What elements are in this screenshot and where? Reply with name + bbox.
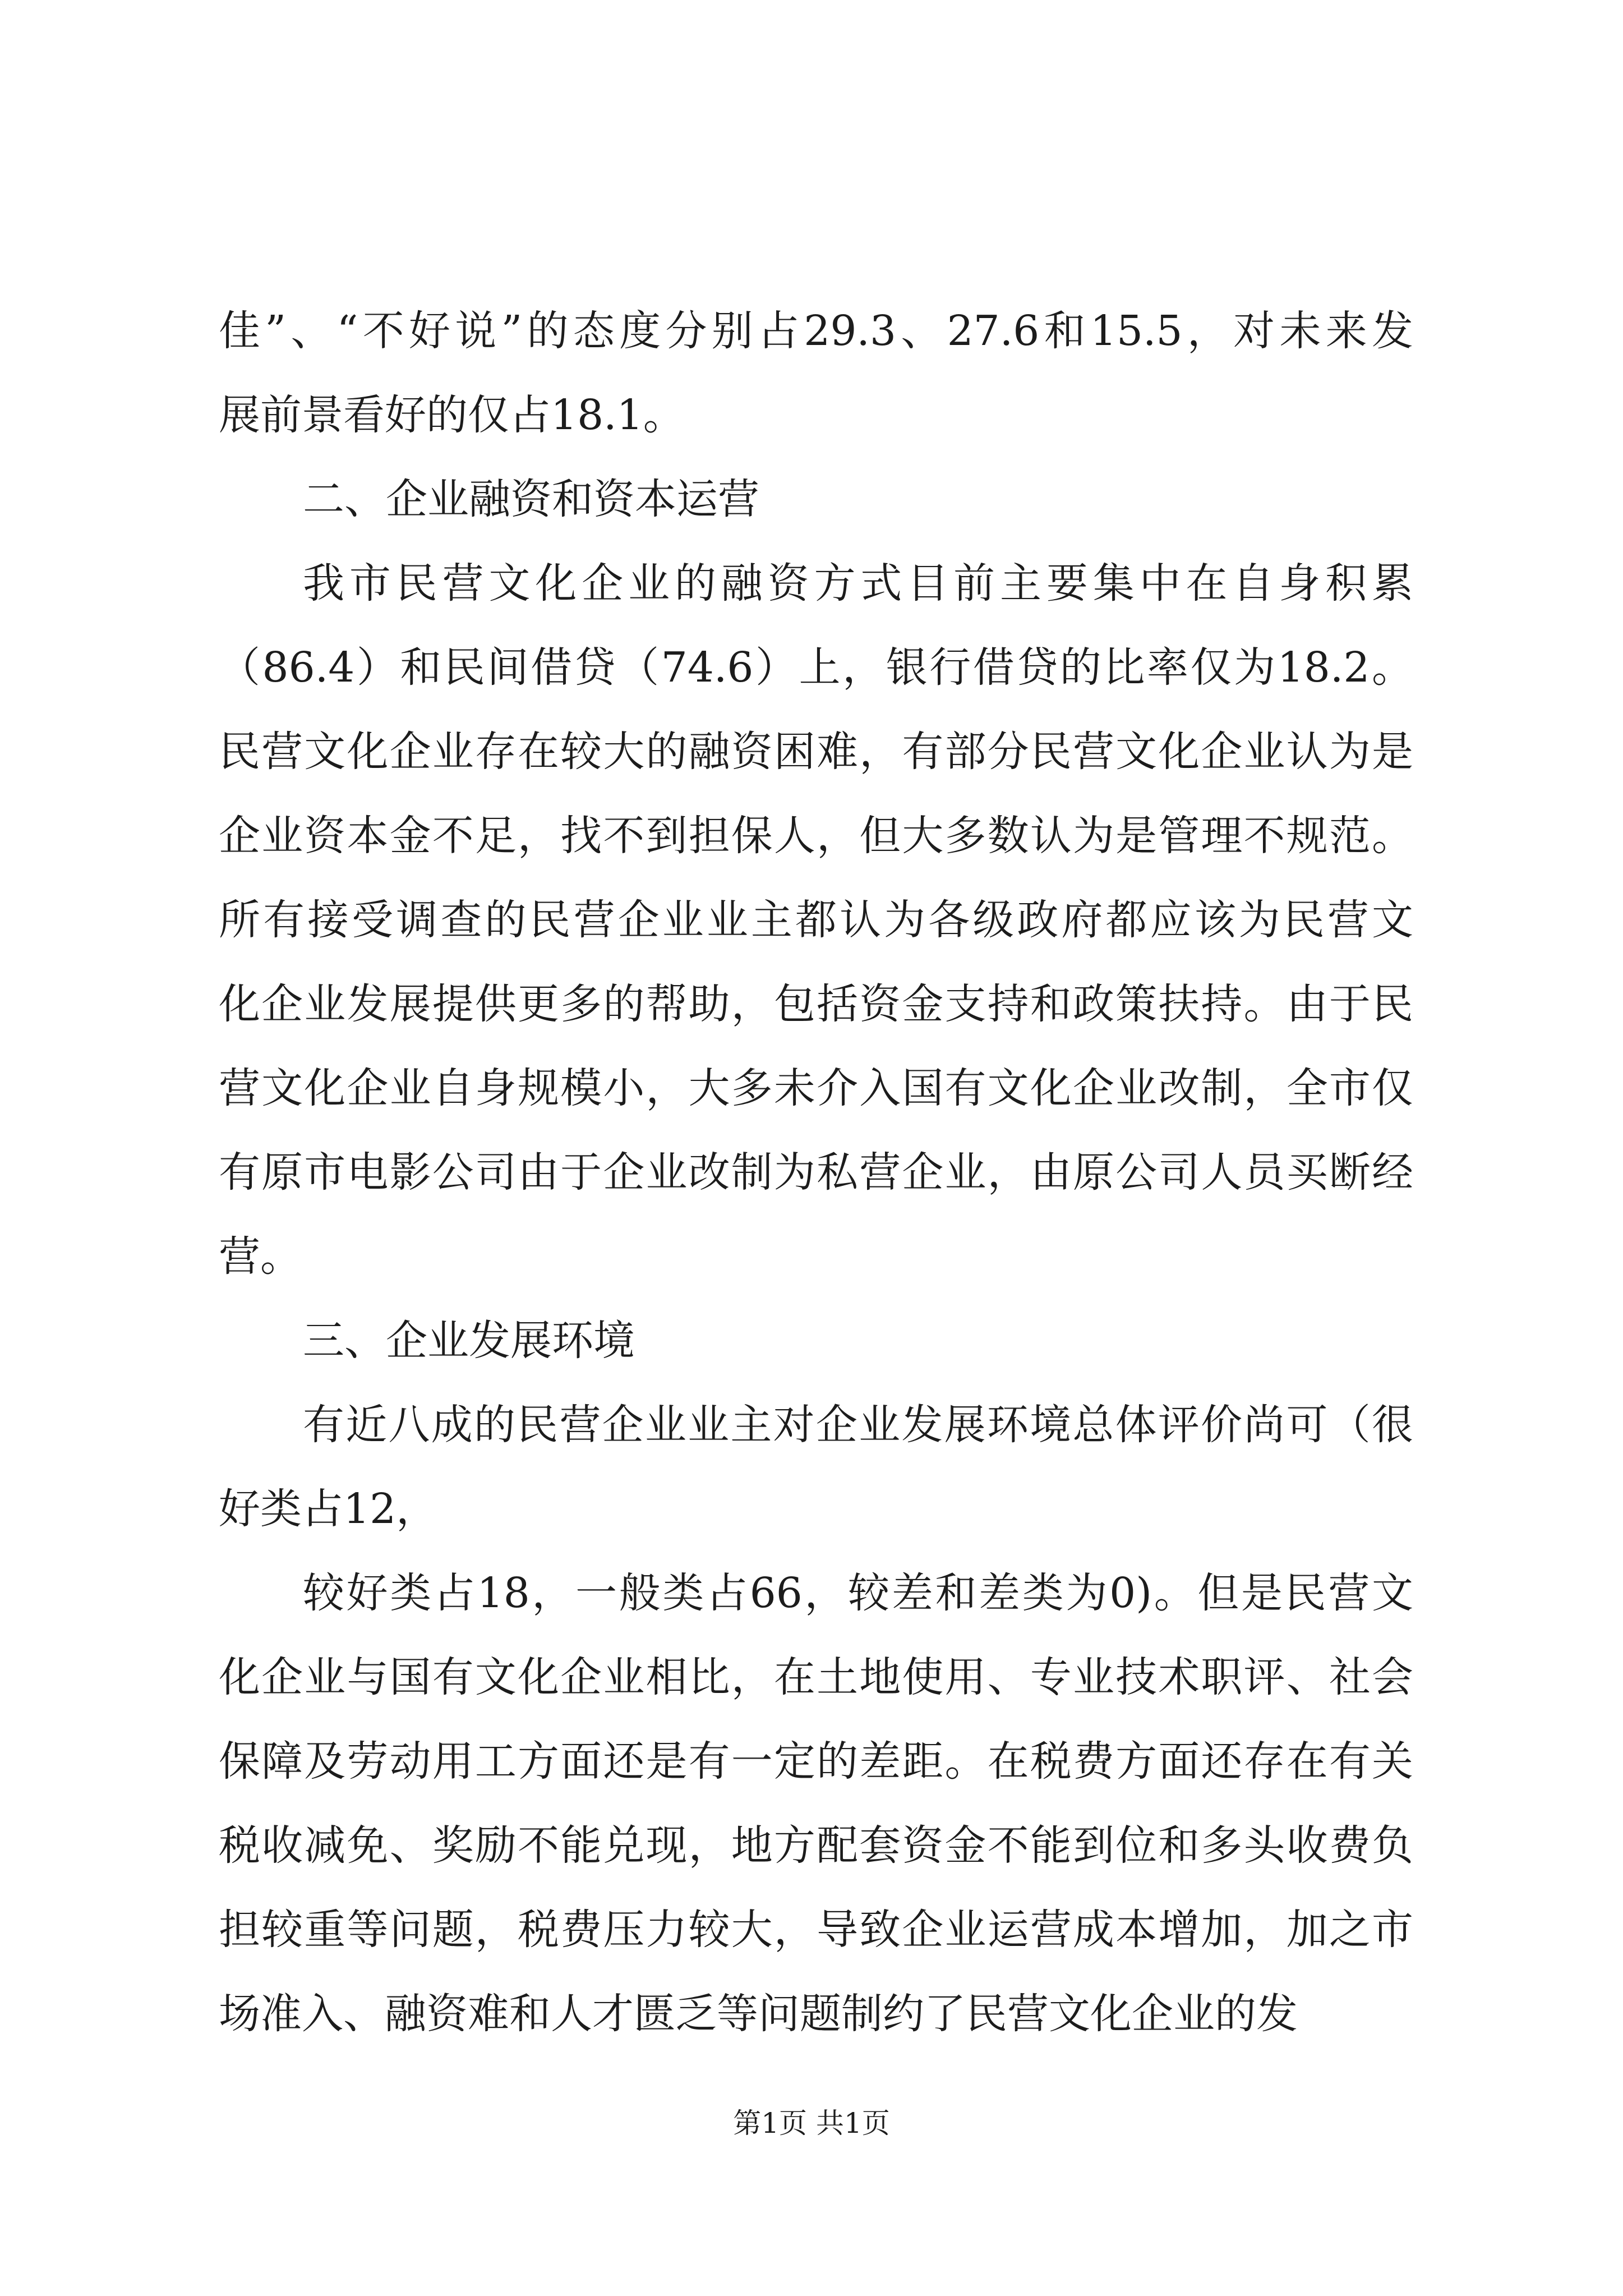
text-line: 民营文化企业存在较大的融资困难，有部分民营文化企业认为是 bbox=[219, 728, 1413, 776]
text-line: 较好类占18，一般类占66，较差和差类为0)。但是民营文 bbox=[303, 1569, 1413, 1617]
text-line: 展前景看好的仅占18.1。 bbox=[219, 391, 685, 439]
text-line: 营文化企业自身规模小，大多未介入国有文化企业改制，全市仅 bbox=[219, 1064, 1413, 1112]
page-footer: 第1页 共1页 bbox=[733, 2107, 890, 2139]
text-line: 好类占12， bbox=[219, 1485, 438, 1533]
section-heading: 二、企业融资和资本运营 bbox=[303, 475, 759, 523]
text-line: 担较重等问题，税费压力较大，导致企业运营成本增加，加之市 bbox=[219, 1906, 1413, 1954]
document-body bbox=[219, 289, 1413, 2056]
text-line: 有近八成的民营企业业主对企业发展环境总体评价尚可（很 bbox=[303, 1401, 1413, 1449]
text-line: 有原市电影公司由于企业改制为私营企业，由原公司人员买断经 bbox=[219, 1148, 1413, 1197]
text-line: 化企业与国有文化企业相比，在土地使用、专业技术职评、社会 bbox=[219, 1653, 1413, 1701]
text-line: 企业资本金不足，找不到担保人，但大多数认为是管理不规范。 bbox=[219, 812, 1413, 860]
section-heading: 三、企业发展环境 bbox=[303, 1317, 635, 1365]
text-line: 税收减免、奖励不能兑现，地方配套资金不能到位和多头收费负 bbox=[219, 1821, 1413, 1870]
text-line: 所有接受调查的民营企业业主都认为各级政府都应该为民营文 bbox=[219, 896, 1413, 944]
text-line: 营。 bbox=[219, 1232, 302, 1281]
text-line: 化企业发展提供更多的帮助，包括资金支持和政策扶持。由于民 bbox=[219, 980, 1413, 1028]
text-line: 保障及劳动用工方面还是有一定的差距。在税费方面还存在有关 bbox=[219, 1737, 1413, 1786]
text-line: 佳”、“不好说”的态度分别占29.3、27.6和15.5，对未来发 bbox=[219, 307, 1413, 355]
text-line: （86.4）和民间借贷（74.6）上，银行借贷的比率仅为18.2。 bbox=[219, 643, 1413, 692]
text-line: 我市民营文化企业的融资方式目前主要集中在自身积累 bbox=[303, 559, 1413, 608]
text-line: 场准入、融资难和人才匮乏等问题制约了民营文化企业的发 bbox=[219, 1990, 1298, 2038]
